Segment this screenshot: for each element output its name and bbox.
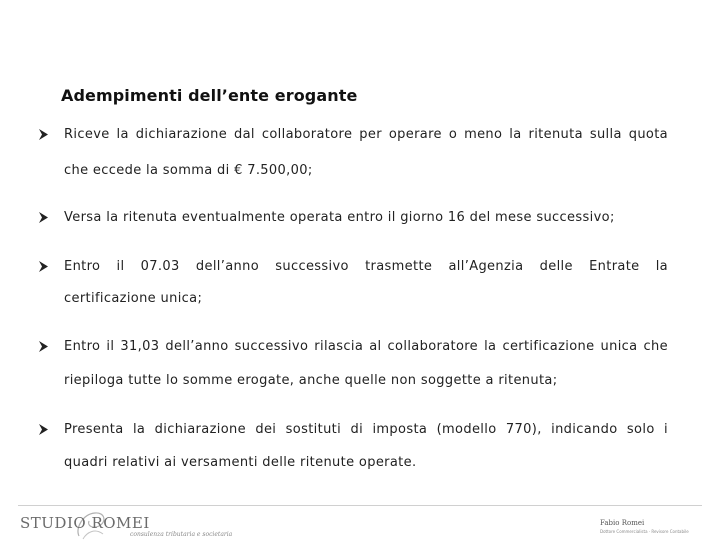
logo-wordmark: STUDIO ROMEI <box>20 514 150 532</box>
arrowhead-bullet-icon <box>37 423 50 436</box>
list-item-text: Entro il 31,03 dell’anno successivo rilascia al collaboratore la certificazione unica che <box>64 339 668 354</box>
list-item-text: che eccede la somma di € 7.500,00; <box>64 163 313 178</box>
list-item-text: quadri relativi ai versamenti delle ritenute operate. <box>64 455 417 470</box>
list-item-text: riepiloga tutte lo somme erogate, anche quelle non soggette a ritenuta; <box>64 373 558 388</box>
arrowhead-bullet-icon <box>37 260 50 273</box>
page-title: Adempimenti dell’ente erogante <box>61 86 358 105</box>
logo-tagline: consulenza tributaria e societaria <box>130 531 233 538</box>
list-item-text: Riceve la dichiarazione dal collaboratore per operare o meno la ritenuta sulla quota <box>64 127 668 142</box>
list-item-text: Entro il 07.03 dell’anno successivo trasmette all’Agenzia delle Entrate la <box>64 259 668 274</box>
arrowhead-bullet-icon <box>37 128 50 141</box>
list-item-text: certificazione unica; <box>64 291 203 306</box>
footer-divider <box>18 505 702 506</box>
arrowhead-bullet-icon <box>37 340 50 353</box>
footer-signature <box>600 519 710 539</box>
list-item-text: Versa la ritenuta eventualmente operata entro il giorno 16 del mese successivo; <box>64 210 615 225</box>
studio-romei-logo <box>18 510 233 540</box>
signature-subtitle: Dottore Commercialista · Revisore Contabile <box>600 529 689 534</box>
signature-name: Fabio Romei <box>600 519 645 527</box>
list-item-text: Presenta la dichiarazione dei sostituti di imposta (modello 770), indicando solo i <box>64 422 668 437</box>
arrowhead-bullet-icon <box>37 211 50 224</box>
